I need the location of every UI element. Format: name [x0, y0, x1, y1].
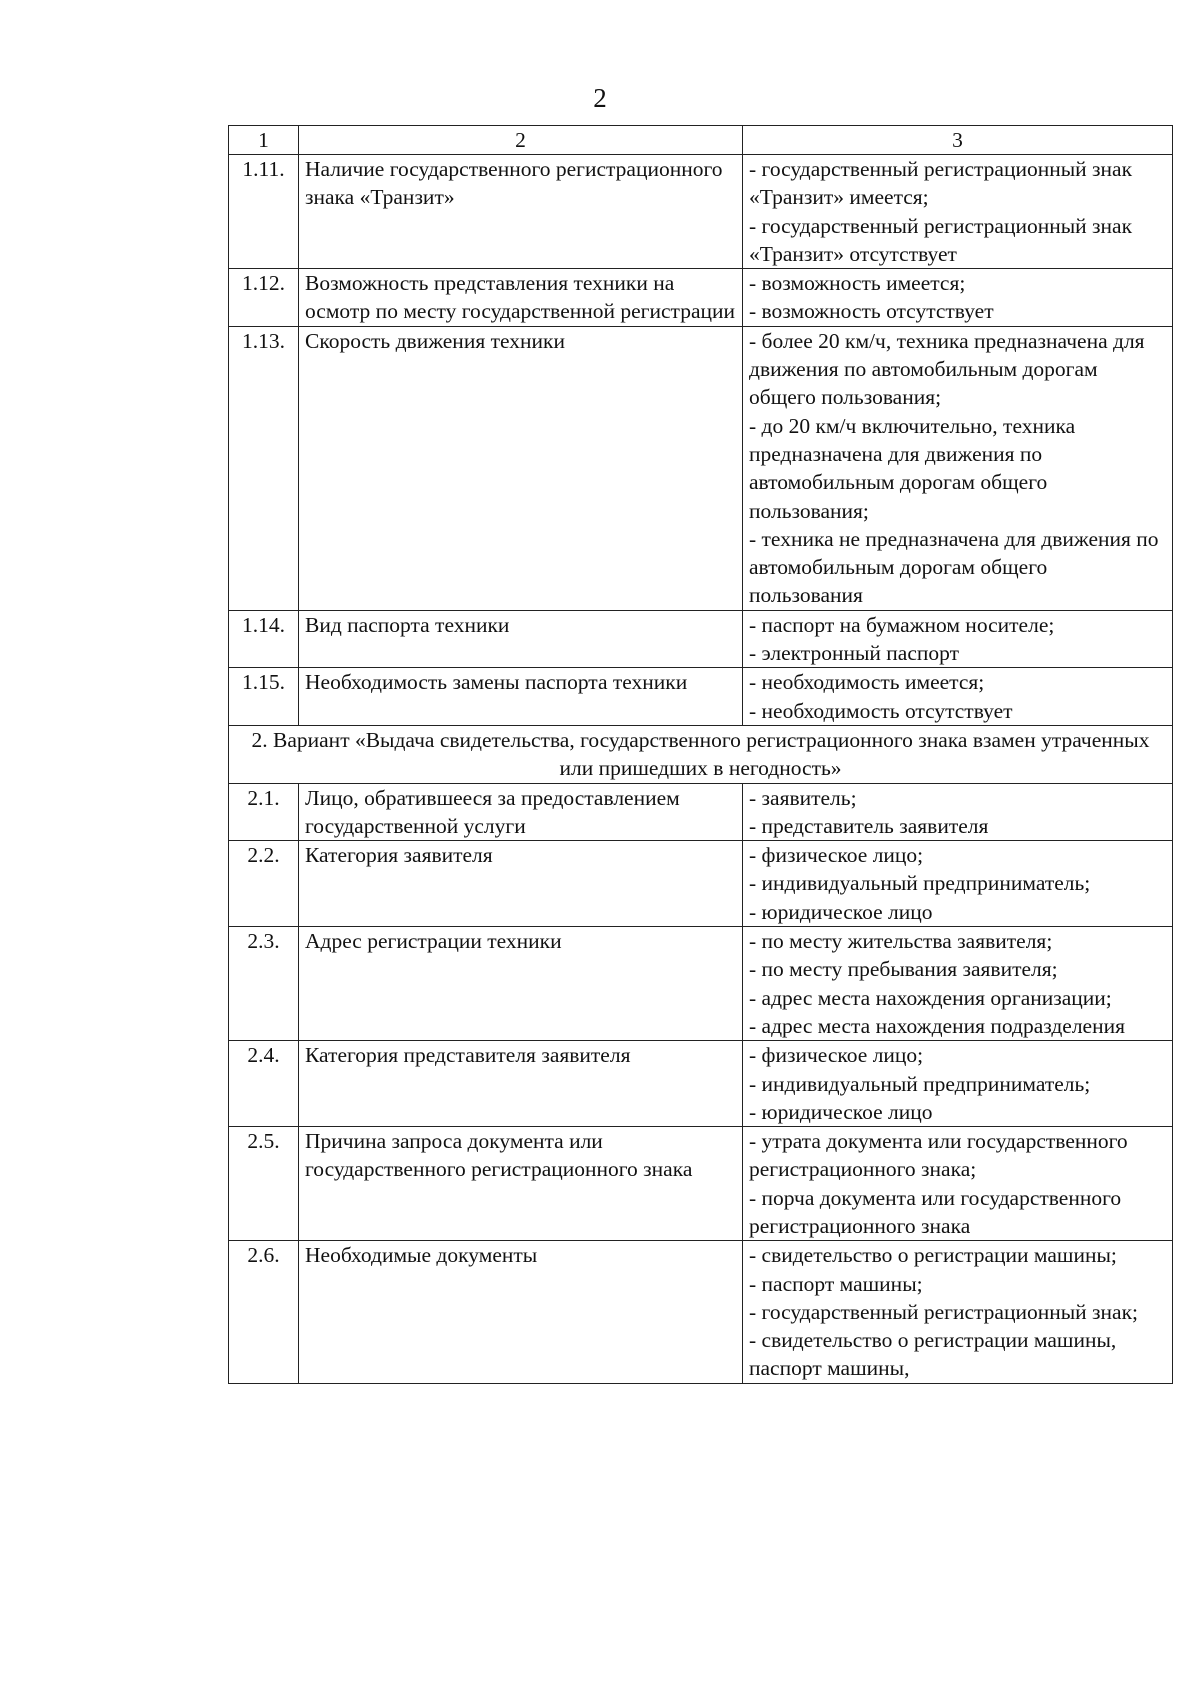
row-number: 1.15.	[229, 668, 299, 726]
option-item: - по месту жительства заявителя;	[749, 929, 1053, 954]
row-number: 2.2.	[229, 841, 299, 927]
criterion-options	[743, 783, 1173, 841]
table-row	[229, 269, 1173, 327]
table-row	[229, 326, 1173, 610]
section-row	[229, 725, 1173, 783]
option-item: - до 20 км/ч включительно, техника предназначена для движения по автомобильным дорогам общего пользования;	[749, 413, 1076, 523]
row-number: 1.14.	[229, 610, 299, 668]
option-item: - необходимость имеется;	[749, 670, 985, 695]
option-item: - физическое лицо;	[749, 843, 924, 868]
table-row	[229, 1241, 1173, 1383]
criterion-name: Наличие государственного регистрационного знака «Транзит»	[299, 155, 743, 269]
column-header-2: 2	[299, 126, 743, 155]
option-item: - заявитель;	[749, 785, 857, 810]
row-number: 1.11.	[229, 155, 299, 269]
option-item: - электронный паспорт	[749, 641, 960, 666]
table-row	[229, 1041, 1173, 1127]
criterion-options	[743, 610, 1173, 668]
criterion-name: Необходимые документы	[299, 1241, 743, 1383]
criterion-options	[743, 155, 1173, 269]
option-item: - паспорт на бумажном носителе;	[749, 612, 1055, 637]
column-header-3: 3	[743, 126, 1173, 155]
table-row	[229, 841, 1173, 927]
option-item: - по месту пребывания заявителя;	[749, 957, 1058, 982]
option-item: - паспорт машины;	[749, 1271, 923, 1296]
criterion-name: Категория заявителя	[299, 841, 743, 927]
table-row	[229, 783, 1173, 841]
criterion-name: Необходимость замены паспорта техники	[299, 668, 743, 726]
row-number: 2.3.	[229, 927, 299, 1041]
option-item: - возможность имеется;	[749, 271, 966, 296]
table-row	[229, 927, 1173, 1041]
option-item: - техника не предназначена для движения по автомобильным дорогам общего пользования	[749, 526, 1159, 608]
option-item: - более 20 км/ч, техника предназначена для движения по автомобильным дорогам общего пользования;	[749, 328, 1145, 410]
criterion-options	[743, 927, 1173, 1041]
option-item: - адрес места нахождения подразделения	[749, 1013, 1125, 1038]
criterion-name: Лицо, обратившееся за предоставлением государственной услуги	[299, 783, 743, 841]
criteria-table	[228, 125, 1173, 1384]
row-number: 2.1.	[229, 783, 299, 841]
row-number: 1.13.	[229, 326, 299, 610]
option-item: - представитель заявителя	[749, 813, 989, 838]
option-item: - физическое лицо;	[749, 1043, 924, 1068]
criterion-options	[743, 1127, 1173, 1241]
criterion-options	[743, 269, 1173, 327]
option-item: - порча документа или государственного регистрационного знака	[749, 1185, 1122, 1238]
option-item: - адрес места нахождения организации;	[749, 985, 1112, 1010]
table-row	[229, 668, 1173, 726]
option-item: - государственный регистрационный знак;	[749, 1299, 1139, 1324]
option-item: - индивидуальный предприниматель;	[749, 871, 1091, 896]
row-number: 2.5.	[229, 1127, 299, 1241]
criterion-options	[743, 1041, 1173, 1127]
option-item: - индивидуальный предприниматель;	[749, 1071, 1091, 1096]
table-section-row-group	[229, 725, 1173, 783]
criterion-name: Причина запроса документа или государственного регистрационного знака	[299, 1127, 743, 1241]
table-part-2	[229, 783, 1173, 1383]
section-title: 2. Вариант «Выдача свидетельства, государственного регистрационного знака взамен утраченных или пришедших в негодность»	[229, 725, 1173, 783]
option-item: - юридическое лицо	[749, 1099, 933, 1124]
criterion-options	[743, 1241, 1173, 1383]
option-item: - необходимость отсутствует	[749, 698, 1013, 723]
table-header-row	[229, 126, 1173, 155]
criterion-name: Категория представителя заявителя	[299, 1041, 743, 1127]
criterion-options	[743, 841, 1173, 927]
option-item: - государственный регистрационный знак «Транзит» имеется;	[749, 157, 1133, 210]
row-number: 2.6.	[229, 1241, 299, 1383]
option-item: - государственный регистрационный знак «Транзит» отсутствует	[749, 213, 1133, 266]
criterion-options	[743, 326, 1173, 610]
criterion-options	[743, 668, 1173, 726]
criterion-name: Возможность представления техники на осмотр по месту государственной регистрации	[299, 269, 743, 327]
table-row	[229, 1127, 1173, 1241]
option-item: - возможность отсутствует	[749, 299, 994, 324]
row-number: 2.4.	[229, 1041, 299, 1127]
option-item: - свидетельство о регистрации машины;	[749, 1243, 1117, 1268]
column-header-1: 1	[229, 126, 299, 155]
criterion-name: Адрес регистрации техники	[299, 927, 743, 1041]
option-item: - свидетельство о регистрации машины, паспорт машины,	[749, 1328, 1117, 1381]
criterion-name: Скорость движения техники	[299, 326, 743, 610]
page-number: 2	[593, 83, 607, 113]
table-part-1	[229, 155, 1173, 726]
option-item: - юридическое лицо	[749, 899, 933, 924]
row-number: 1.12.	[229, 269, 299, 327]
criterion-name: Вид паспорта техники	[299, 610, 743, 668]
table-row	[229, 610, 1173, 668]
option-item: - утрата документа или государственного регистрационного знака;	[749, 1129, 1128, 1182]
table-row	[229, 155, 1173, 269]
